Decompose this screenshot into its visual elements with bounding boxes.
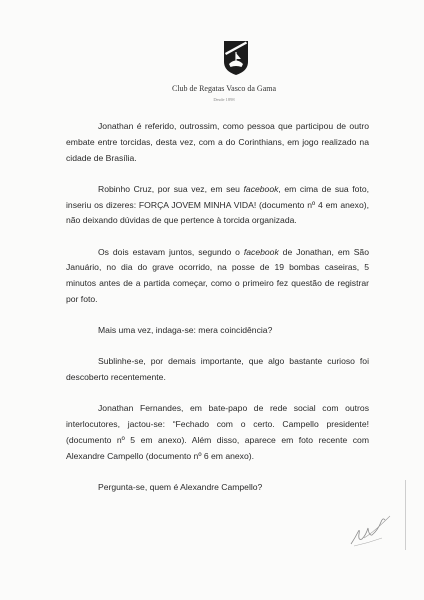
paragraph-brasilia [66,119,369,166]
paragraph-text: Pergunta-se, quem é Alexandre Campello? [98,481,263,492]
letterhead [0,40,424,110]
paragraph-text: Mais uma vez, indaga-se: mera coincidência? [98,325,273,336]
paragraph-campello-chat [66,401,369,464]
club-crest-icon [223,40,249,76]
paragraph-text: Os dois estavam juntos, segundo o [98,246,244,257]
paragraph-question-campello [66,480,369,496]
edge-mark [404,480,407,550]
paragraph-text: de Jonathan, em São Januário, no dia do grave ocorrido, na posse de 19 bombas caseiras, 5 minutos antes de a partida começar, como o primeiro fez questão de registrar por foto. [66,246,369,304]
club-name: Club de Regatas Vasco da Gama [171,84,277,93]
paragraph-sublinhe [66,354,369,386]
paragraph-text: Jonathan Fernandes, em bate-papo de rede social com outros interlocutores, jactou-se: “Fechado com o certo. Campello presidente! (documento nº 5 em anexo). Além disso, aparece em foto recente com Alexandre Campello (documento nº 6 em anexo). [66,403,369,461]
paragraph-text: Sublinhe-se, por demais importante, que algo bastante curioso foi descoberto recentemente. [66,356,369,383]
paragraph-robinho [66,182,369,229]
club-since: Desde 1898 [213,97,235,102]
paragraph-text: Robinho Cruz, por sua vez, em seu [98,183,244,194]
facebook-term: facebook [243,183,279,194]
paragraph-question-coincidence [66,323,369,339]
paragraph-text: , em cima de sua foto, inseriu os dizeres: FORÇA JOVEM MINHA VIDA! (documento nº 4 em anexo), não deixando dúvidas de que pertence à torcida organizada. [66,183,369,226]
handwritten-signature [348,508,394,550]
paragraph-text: Jonathan é referido, outrossim, como pessoa que participou de outro embate entre torcidas, desta vez, com a do Corinthians, em jogo realizado na cidade de Brasília. [66,121,369,163]
paragraph-sao-januario [66,245,369,308]
facebook-term: facebook [243,246,279,257]
document-body [66,119,369,511]
